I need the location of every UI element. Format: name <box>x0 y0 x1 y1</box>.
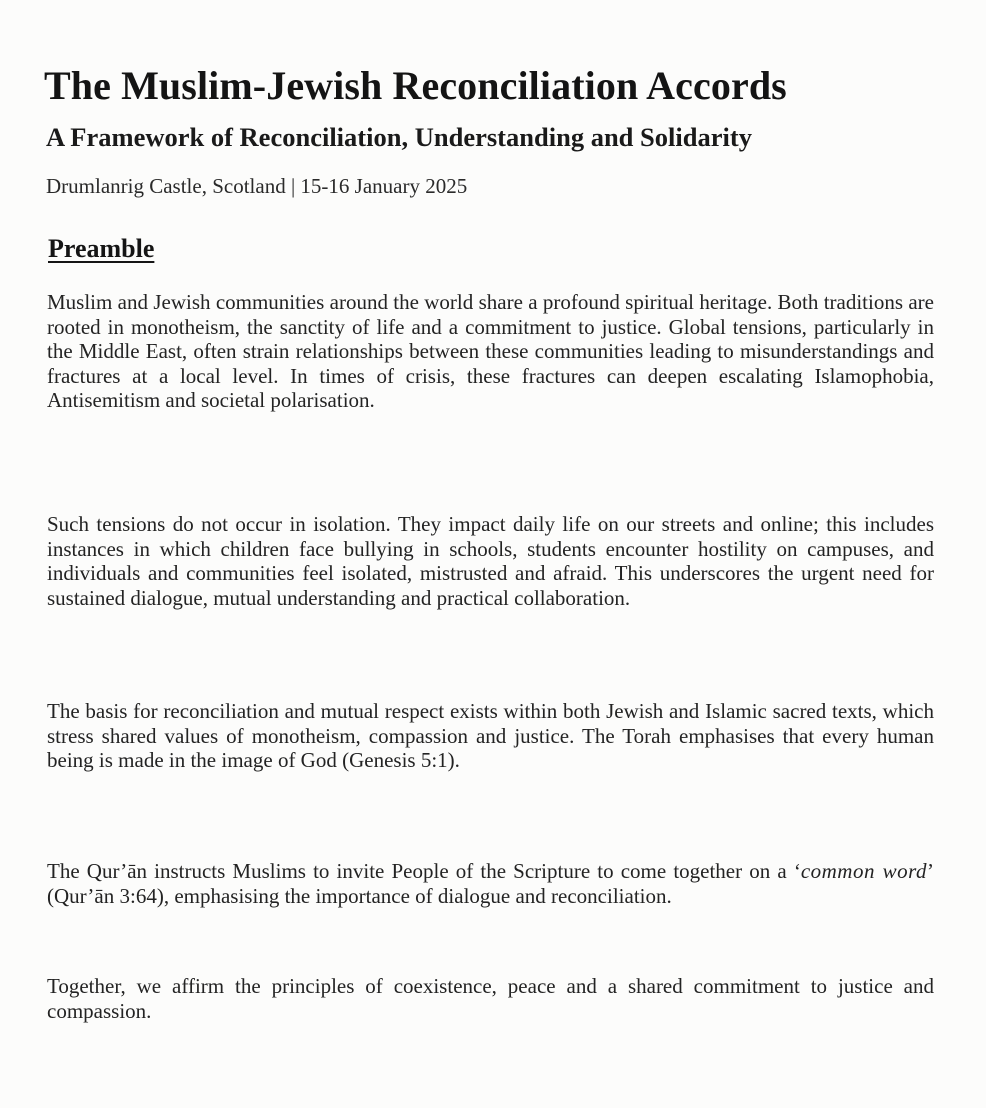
location-date: Drumlanrig Castle, Scotland | 15-16 January 2025 <box>46 174 468 198</box>
paragraph-3: The basis for reconciliation and mutual respect exists within both Jewish and Islamic sacred texts, which stress shared values of monotheism, compassion and justice. The Torah emphasises that every human being is made in the image of God (Genesis 5:1). <box>47 699 934 773</box>
paragraph-4-text-after: ’ (Qur’ān 3:64), emphasising the importance of dialogue and reconciliation. <box>47 859 934 908</box>
paragraph-2: Such tensions do not occur in isolation. They impact daily life on our streets and online; this includes instances in which children face bullying in schools, students encounter hostility on campuses, and individuals and communities feel isolated, mistrusted and afraid. This underscores the urgent need for sustained dialogue, mutual understanding and practical collaboration. <box>47 512 934 610</box>
paragraph-4-text-before: The Qur’ān instructs Muslims to invite People of the Scripture to come together on a ‘ <box>47 859 801 883</box>
document-title: The Muslim-Jewish Reconciliation Accords <box>44 63 787 108</box>
common-word-phrase: common word <box>800 859 927 883</box>
paragraph-5: Together, we affirm the principles of coexistence, peace and a shared commitment to justice and compassion. <box>47 974 934 1023</box>
paragraph-4 <box>47 859 934 908</box>
document-subtitle: A Framework of Reconciliation, Understanding and Solidarity <box>46 122 752 152</box>
paragraph-1: Muslim and Jewish communities around the world share a profound spiritual heritage. Both traditions are rooted in monotheism, the sanctity of life and a commitment to justice. Global tensions, particularly in the Middle East, often strain relationships between these communities leading to misunderstandings and fractures at a local level. In times of crisis, these fractures can deepen escalating Islamophobia, Antisemitism and societal polarisation. <box>47 290 934 413</box>
section-heading-preamble: Preamble <box>48 234 155 263</box>
